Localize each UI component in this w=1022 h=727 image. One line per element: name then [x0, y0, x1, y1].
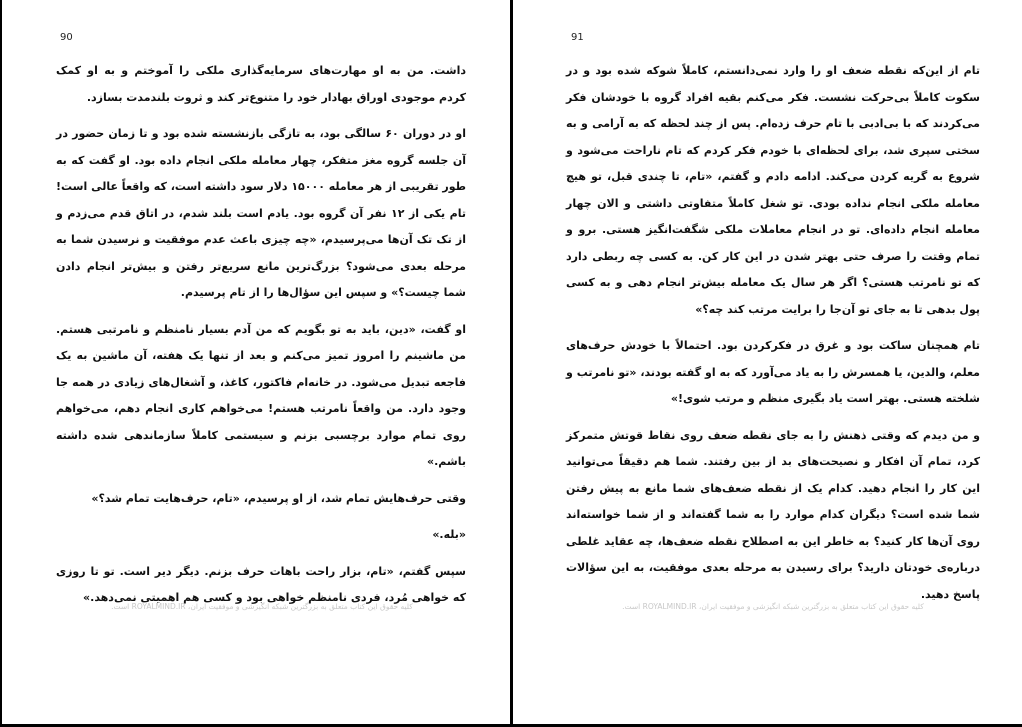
paragraph: او در دوران ۶۰ سالگی بود، به تازگی بازنشسته شده بود و تا زمان حضور در آن جلسه گروه مغز متفکر، چهار معامله ملکی انجام داده بود. او گفت که به طور تقریبی از هر معامله ۱۵۰۰۰ دلار سود داشته است، که واقعاً عالی است! تام یکی از ۱۲ نفر آن گروه بود. یادم است بلند شدم، در اتاق قدم می‌زدم و از تک تک آن‌ها می‌پرسیدم، «چه چیزی باعث عدم موفقیت و نرسیدن شما به مرحله بعدی می‌شود؟ بزرگ‌ترین مانع سریع‌تر رفتن و بیش‌تر انجام دادن شما چیست؟» و سپس این سؤال‌ها را از تام پرسیدم.	[56, 127, 466, 299]
paragraph: «بله.»	[432, 528, 466, 541]
paragraph: تام همچنان ساکت بود و غرق در فکرکردن بود. احتمالاً با خودش حرف‌های معلم، والدین، یا همسرش را به یاد می‌آورد که به او گفته بودند، «تو نامرتب و شلخته هستی. بهتر است یاد بگیری منظم و مرتب شوی!»	[566, 339, 980, 405]
copyright-footer: کلیه حقوق این کتاب متعلق به بزرگترین شبکه انگیزشی و موفقیت ایران، ROYALMIND.IR است.	[111, 602, 413, 611]
copyright-footer: کلیه حقوق این کتاب متعلق به بزرگترین شبکه انگیزشی و موفقیت ایران، ROYALMIND.IR است.	[622, 602, 924, 611]
paragraph: داشت. من به او مهارت‌های سرمایه‌گذاری ملکی را آموختم و به او کمک کردم موجودی اوراق بهادار خود را متنوع‌تر کند و ثروت بلندمدت بسازد.	[56, 64, 466, 104]
paragraph: تام از این‌که نقطه ضعف او را وارد نمی‌دانستم، کاملاً شوکه شده بود و در سکوت کاملاً بی‌حرکت نشست. فکر می‌کنم بقیه افراد گروه با خودشان فکر می‌کردند که با بی‌ادبی با تام حرف زده‌ام. پس از چند لحظه که به آرامی و به سختی سپری شد، برای لحظه‌ای با خودم فکر کردم که تام ناراحت می‌شود و شروع به گریه کردن می‌کند. ادامه دادم و گفتم، «تام، تا چندی قبل، تو هیچ معامله ملکی انجام نداده بودی. تو شغل کاملاً متفاوتی داشتی و الان چهار معامله انجام داده‌ای. تو در انجام معاملات ملکی شگفت‌انگیز هستی. برو و تمام وقتت را صرف حتی بهتر شدن در این کار کن. به کسی چه ربطی دارد که تو نامرتب هستی؟ اگر هر سال یک معامله بیش‌تر انجام دهی و به کسی پول بدهی تا به جای تو آن‌جا را برایت مرتب کند چه؟»	[566, 64, 980, 316]
body-text	[566, 58, 980, 618]
paragraph: وقتی حرف‌هایش تمام شد، از او پرسیدم، «تام، حرف‌هایت تمام شد؟»	[91, 491, 466, 505]
paragraph: او گفت، «دین، باید به تو بگویم که من آدم بسیار نامنظم و نامرتبی هستم. من ماشینم را امروز تمیز می‌کنم و بعد از تنها یک هفته، آن ماشین به یک فاجعه تبدیل می‌شود. در خانه‌ام فاکتور، کاغذ، و آشغال‌های زیادی در همه جا وجود دارد. من واقعاً نامرتب هستم! می‌خواهم کاری انجام دهم، می‌خواهم روی تمام موارد برچسبی بزنم و سیستمی کاملاً سازماندهی شده داشته باشم.»	[56, 322, 466, 468]
body-text	[56, 58, 466, 622]
paragraph: سپس گفتم، «تام، بزار راحت باهات حرف بزنم. دیگر دیر است. تو تا روزی که خواهی مُرد، فردی نامنظم خواهی بود و کسی هم اهمیتی نمی‌دهد.»	[56, 564, 466, 604]
page-number: 91	[571, 32, 584, 43]
left-page	[2, 0, 510, 722]
right-page	[513, 0, 1022, 722]
page-number: 90	[60, 32, 73, 43]
paragraph: و من دیدم که وقتی ذهنش را به جای نقطه ضعف روی نقاط قوتش متمرکز کرد، تمام آن افکار و نصیحت‌های بد از بین رفتند. شما هم دقیقاً می‌توانید این کار را انجام دهید. کدام یک از نقطه ضعف‌های شما مانع به پیش رفتن شما شده است؟ دیگران کدام موارد را به شما گفته‌اند و از شما خواسته‌اند روی آن‌ها کار کنید؟ به خاطر این به اصطلاح نقطه ضعف‌ها، چه عقاید غلطی درباره‌ی خودتان دارید؟ برای رسیدن به مرحله بعدی موفقیت، به این سؤالات پاسخ دهید.	[566, 428, 980, 601]
